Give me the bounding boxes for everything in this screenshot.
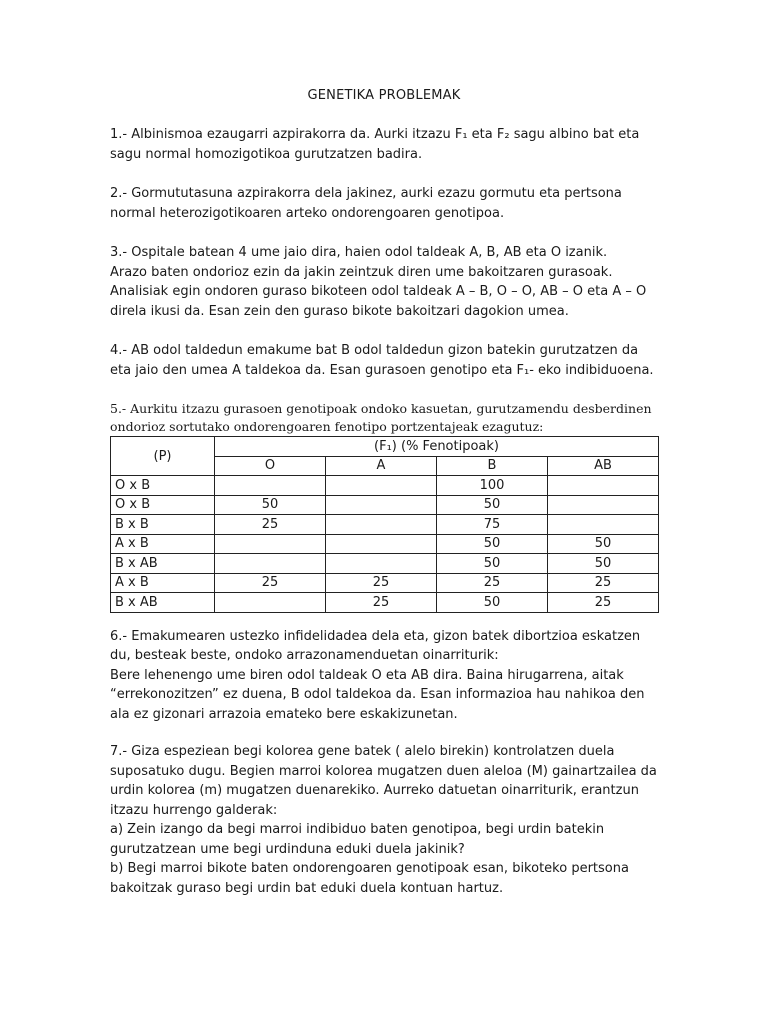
- cell-a: [326, 476, 437, 496]
- problem-3-line-3: Analisiak egin ondoren guraso bikoteen odol taldeak A – B, O – O, AB – O eta A – O: [110, 284, 647, 299]
- problem-6-line-3: Bere lehenengo ume biren odol taldeak O eta AB dira. Baina hirugarrena, aitak: [110, 667, 624, 683]
- cell-o: 50: [215, 495, 326, 515]
- cross-cell: O x B: [111, 495, 215, 515]
- problem-6-line-4: “errekonozitzen” ez duena, B odol taldekoa da. Esan informazioa hau nahikoa den: [110, 687, 645, 702]
- cell-a: [326, 495, 437, 515]
- f1-header: (F₁) (% Fenotipoak): [215, 437, 659, 457]
- column-header-ab: AB: [548, 456, 659, 476]
- problem-1: [110, 125, 658, 164]
- problem-4-line-1: 4.- AB odol taldedun emakume bat B odol taldedun gizon batekin gurutzatzen da: [110, 343, 639, 358]
- problem-3-line-4: direla ikusi da. Esan zein den guraso bikote bakoitzari dagokion umea.: [110, 303, 569, 319]
- problem-7: [110, 742, 658, 898]
- column-header-o: O: [215, 456, 326, 476]
- cell-o: 25: [215, 573, 326, 593]
- problem-1-line-1: 1.- Albinismoa ezaugarri azpirakorra da. Aurki itzazu F₁ eta F₂ sagu albino bat eta: [110, 127, 640, 142]
- problem-2-line-2: normal heterozigotikoaren arteko ondorengoaren genotipoa.: [110, 205, 505, 221]
- table-row: [111, 515, 659, 535]
- problem-7-line-4: itzazu hurrengo galderak:: [110, 802, 278, 818]
- cell-b: 50: [437, 534, 548, 554]
- cell-ab: 25: [548, 573, 659, 593]
- cell-b: 75: [437, 515, 548, 535]
- cell-b: 50: [437, 593, 548, 613]
- problem-5-line-2: ondorioz sortutako ondorengoaren fenotipo portzentajeak ezagutuz:: [110, 419, 544, 434]
- table-row: [111, 554, 659, 574]
- problem-2-line-1: 2.- Gormututasuna azpirakorra dela jakinez, aurki ezazu gormutu eta pertsona: [110, 186, 622, 201]
- cell-ab: [548, 515, 659, 535]
- cross-cell: O x B: [111, 476, 215, 496]
- cell-o: [215, 534, 326, 554]
- cell-b: 100: [437, 476, 548, 496]
- problem-7-line-1: 7.- Giza espeziean begi kolorea gene batek ( alelo birekin) kontrolatzen duela: [110, 744, 615, 759]
- cell-b: 50: [437, 495, 548, 515]
- problem-6-line-2: du, besteak beste, ondoko arrazonamenduetan oinarriturik:: [110, 648, 499, 663]
- cross-cell: B x B: [111, 515, 215, 535]
- cell-o: [215, 554, 326, 574]
- page-title: GENETIKA PROBLEMAK: [307, 88, 461, 103]
- table-row: [111, 495, 659, 515]
- cell-ab: 50: [548, 554, 659, 574]
- cross-cell: B x AB: [111, 593, 215, 613]
- column-header-b: B: [437, 456, 548, 476]
- table-row: [111, 593, 659, 613]
- cell-ab: [548, 476, 659, 496]
- cell-ab: 25: [548, 593, 659, 613]
- problem-7-line-7: b) Begi marroi bikote baten ondorengoaren genotipoak esan, bikoteko pertsona: [110, 861, 629, 876]
- cell-a: [326, 534, 437, 554]
- cross-cell: A x B: [111, 534, 215, 554]
- phenotype-table: [110, 436, 659, 613]
- problem-7-line-3: urdin kolorea (m) mugatzen duenarekiko. Aurreko datuetan oinarriturik, erantzun: [110, 783, 639, 798]
- problem-7-line-5: a) Zein izango da begi marroi indibiduo baten genotipoa, begi urdin batekin: [110, 822, 605, 837]
- problem-4-line-2: eta jaio den umea A taldekoa da. Esan gurasoen genotipo eta F₁- eko indibiduoena.: [110, 362, 654, 378]
- table-row: [111, 534, 659, 554]
- cross-cell: A x B: [111, 573, 215, 593]
- cell-ab: [548, 495, 659, 515]
- cell-o: [215, 476, 326, 496]
- table-row: [111, 573, 659, 593]
- problem-7-line-8: bakoitzak guraso begi urdin bat eduki duela kontuan hartuz.: [110, 880, 504, 896]
- problem-1-line-2: sagu normal homozigotikoa gurutzatzen badira.: [110, 146, 423, 162]
- cross-cell: B x AB: [111, 554, 215, 574]
- cell-a: [326, 515, 437, 535]
- cell-ab: 50: [548, 534, 659, 554]
- table-row: [111, 476, 659, 496]
- problem-5-line-1: 5.- Aurkitu itzazu gurasoen genotipoak ondoko kasuetan, gurutzamendu desberdinen: [110, 401, 652, 416]
- cell-b: 25: [437, 573, 548, 593]
- problem-3-line-1: 3.- Ospitale batean 4 ume jaio dira, haien odol taldeak A, B, AB eta O izanik.: [110, 245, 608, 260]
- problem-6-line-5: ala ez gizonari arrazoia emateko bere eskakizunetan.: [110, 706, 458, 722]
- parents-header: (P): [111, 437, 215, 476]
- problem-6: [110, 627, 658, 725]
- cell-o: 25: [215, 515, 326, 535]
- problem-3: [110, 243, 658, 321]
- problem-3-line-2: Arazo baten ondorioz ezin da jakin zeintzuk diren ume bakoitzaren gurasoak.: [110, 264, 613, 280]
- cell-b: 50: [437, 554, 548, 574]
- cell-a: 25: [326, 593, 437, 613]
- problem-7-line-2: suposatuko dugu. Begien marroi kolorea mugatzen duen aleloa (M) gainartzailea da: [110, 763, 657, 779]
- problem-5: [110, 400, 658, 436]
- problem-4: [110, 341, 658, 380]
- cell-o: [215, 593, 326, 613]
- problem-7-line-6: gurutzatzean ume begi urdinduna eduki duela jakinik?: [110, 841, 465, 857]
- cell-a: [326, 554, 437, 574]
- cell-a: 25: [326, 573, 437, 593]
- column-header-a: A: [326, 456, 437, 476]
- problem-6-line-1: 6.- Emakumearen ustezko infidelidadea dela eta, gizon batek dibortzioa eskatzen: [110, 628, 641, 644]
- problem-2: [110, 184, 658, 223]
